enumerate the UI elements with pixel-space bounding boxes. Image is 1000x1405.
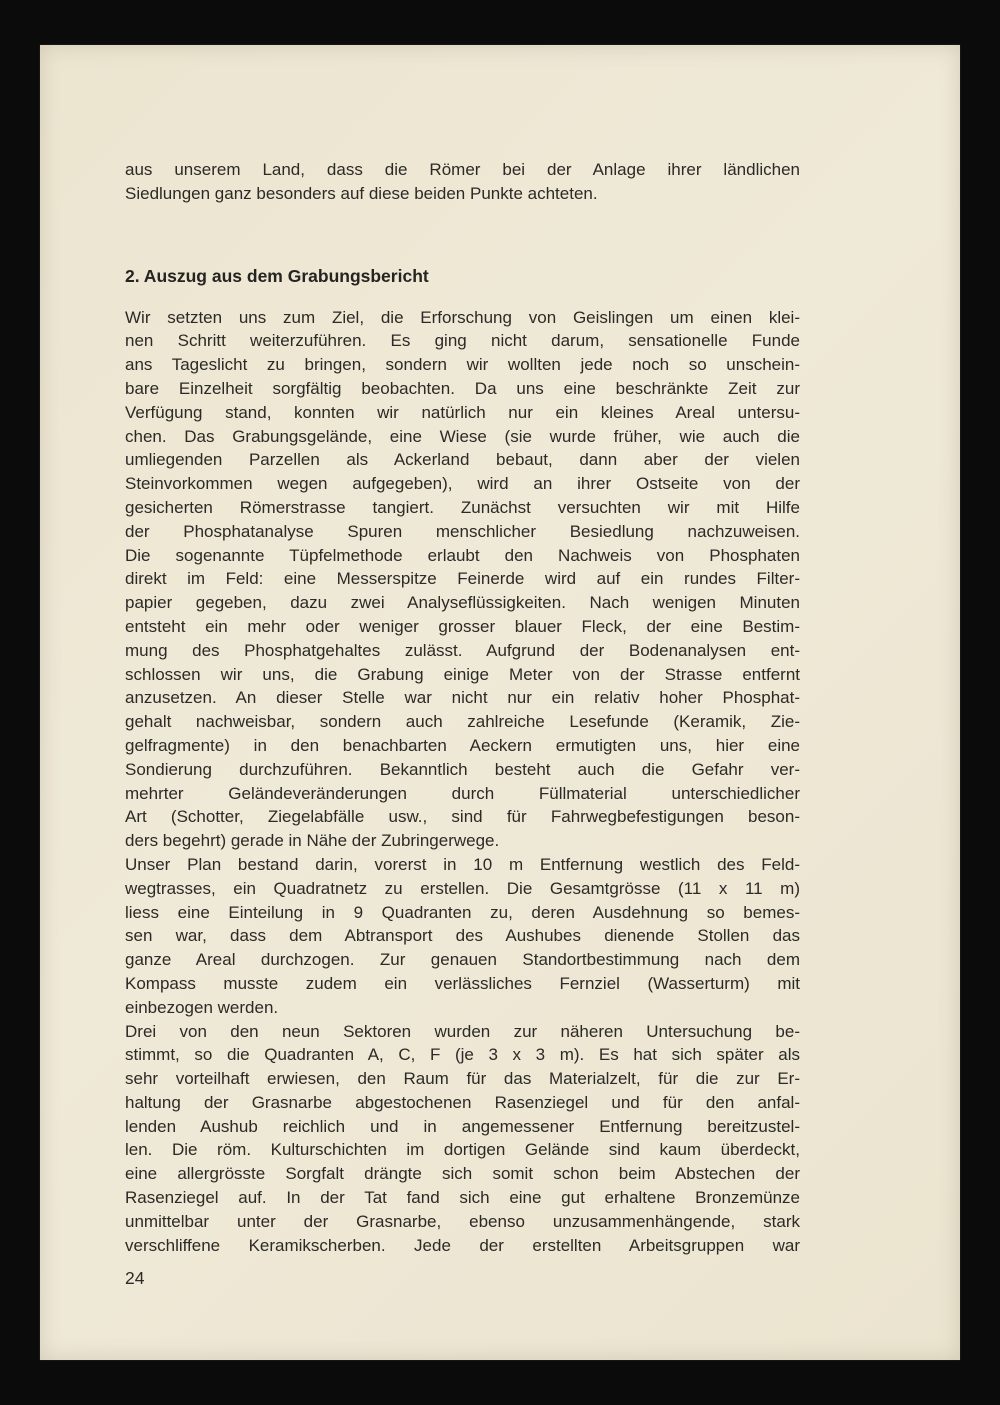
text-line: unmittelbar unter der Grasnarbe, ebenso unzusammenhängende, stark bbox=[125, 1211, 800, 1231]
text-line: liess eine Einteilung in 9 Quadranten zu, deren Ausdehnung so bemes- bbox=[125, 902, 800, 922]
text-line: eine allergrösste Sorgfalt drängte sich somit schon beim Abstechen der bbox=[125, 1164, 800, 1184]
text-line: chen. Das Grabungsgelände, eine Wiese (sie wurde früher, wie auch die bbox=[125, 426, 800, 446]
book-page bbox=[40, 45, 960, 1360]
text-line: entsteht ein mehr oder weniger grosser blauer Fleck, der eine Bestim- bbox=[125, 616, 800, 636]
text-line: sehr vorteilhaft erwiesen, den Raum für das Materialzelt, für die zur Er- bbox=[125, 1069, 800, 1089]
text-line: umliegenden Parzellen als Ackerland bebaut, dann aber der vielen bbox=[125, 450, 800, 470]
text-line: gesicherten Römerstrasse tangiert. Zunächst versuchten wir mit Hilfe bbox=[125, 497, 800, 517]
text-line: der Phosphatanalyse Spuren menschlicher Besiedlung nachzuweisen. bbox=[125, 521, 800, 541]
text-line: Verfügung stand, konnten wir natürlich nur ein kleines Areal untersu- bbox=[125, 402, 800, 422]
intro-paragraph bbox=[125, 158, 800, 206]
text-line: Die sogenannte Tüpfelmethode erlaubt den Nachweis von Phosphaten bbox=[125, 545, 800, 565]
text-line: len. Die röm. Kulturschichten im dortigen Gelände sind kaum überdeckt, bbox=[125, 1140, 800, 1160]
text-line: Drei von den neun Sektoren wurden zur näheren Untersuchung be- bbox=[125, 1021, 800, 1041]
text-line: ders begehrt) gerade in Nähe der Zubringerwege. bbox=[125, 831, 500, 851]
text-line: Rasenziegel auf. In der Tat fand sich eine gut erhaltene Bronzemünze bbox=[125, 1188, 800, 1208]
text-line: schlossen wir uns, die Grabung einige Meter von der Strasse entfernt bbox=[125, 664, 800, 684]
text-line: Kompass musste zudem ein verlässliches Fernziel (Wasserturm) mit bbox=[125, 973, 800, 993]
text-line: gelfragmente) in den benachbarten Aeckern ermutigten uns, hier eine bbox=[125, 735, 800, 755]
text-line: papier gegeben, dazu zwei Analyseflüssigkeiten. Nach wenigen Minuten bbox=[125, 593, 800, 613]
text-line: direkt im Feld: eine Messerspitze Feinerde wird auf ein rundes Filter- bbox=[125, 569, 800, 589]
page-content bbox=[40, 45, 960, 1289]
text-line: wegtrasses, ein Quadratnetz zu erstellen. Die Gesamtgrösse (11 x 11 m) bbox=[125, 878, 800, 898]
body-text bbox=[125, 306, 800, 1258]
text-line: ganze Areal durchzogen. Zur genauen Standortbestimmung nach dem bbox=[125, 950, 800, 970]
text-line: Art (Schotter, Ziegelabfälle usw., sind für Fahrwegbefestigungen beson- bbox=[125, 807, 800, 827]
text-line: Siedlungen ganz besonders auf diese beiden Punkte achteten. bbox=[125, 183, 598, 203]
text-line: bare Einzelheit sorgfältig beobachten. Da uns eine beschränkte Zeit zur bbox=[125, 378, 800, 398]
page-number: 24 bbox=[125, 1268, 145, 1289]
text-line: Wir setzten uns zum Ziel, die Erforschung von Geislingen um einen klei- bbox=[125, 307, 800, 327]
text-line: sen war, dass dem Abtransport des Aushubes dienende Stollen das bbox=[125, 926, 800, 946]
section-heading: 2. Auszug aus dem Grabungsbericht bbox=[125, 265, 429, 286]
text-line: haltung der Grasnarbe abgestochenen Rasenziegel und für den anfal- bbox=[125, 1092, 800, 1112]
text-line: Steinvorkommen wegen aufgegeben), wird an ihrer Ostseite von der bbox=[125, 474, 800, 494]
text-line: anzusetzen. An dieser Stelle war nicht nur ein relativ hoher Phosphat- bbox=[125, 688, 800, 708]
text-line: verschliffene Keramikscherben. Jede der erstellten Arbeitsgruppen war bbox=[125, 1235, 800, 1255]
text-line: mung des Phosphatgehaltes zulässt. Aufgrund der Bodenanalysen ent- bbox=[125, 640, 800, 660]
text-line: einbezogen werden. bbox=[125, 997, 279, 1017]
text-line: gehalt nachweisbar, sondern auch zahlreiche Lesefunde (Keramik, Zie- bbox=[125, 712, 800, 732]
text-line: mehrter Geländeveränderungen durch Füllmaterial unterschiedlicher bbox=[125, 783, 800, 803]
text-line: stimmt, so die Quadranten A, C, F (je 3 x 3 m). Es hat sich später als bbox=[125, 1045, 800, 1065]
text-line: lenden Aushub reichlich und in angemessener Entfernung bereitzustel- bbox=[125, 1116, 800, 1136]
text-line: ans Tageslicht zu bringen, sondern wir wollten jede noch so unschein- bbox=[125, 355, 800, 375]
text-line: Unser Plan bestand darin, vorerst in 10 m Entfernung westlich des Feld- bbox=[125, 854, 800, 874]
text-line: nen Schritt weiterzuführen. Es ging nicht darum, sensationelle Funde bbox=[125, 331, 800, 351]
text-line: aus unserem Land, dass die Römer bei der Anlage ihrer ländlichen bbox=[125, 160, 800, 179]
text-line: Sondierung durchzuführen. Bekanntlich besteht auch die Gefahr ver- bbox=[125, 759, 800, 779]
